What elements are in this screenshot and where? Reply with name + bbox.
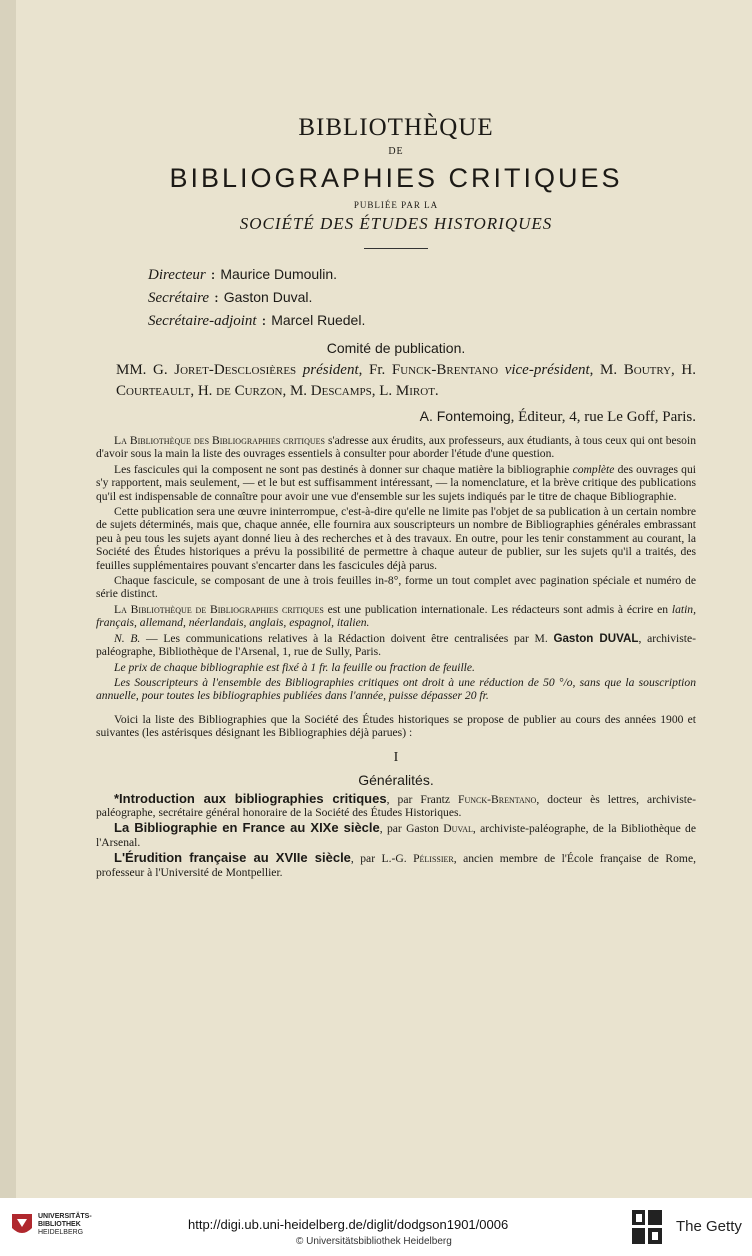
member-name: Funck-Brentano: [391, 362, 499, 378]
bibliography-entry: [96, 851, 696, 879]
publisher-name: A. Fontemoing: [419, 408, 511, 424]
published-by: PUBLIÉE PAR LA: [353, 200, 439, 210]
copyright-notice: © Universitätsbibliothek Heidelberg: [296, 1236, 452, 1247]
member-name: Joret-Desclosières: [174, 362, 297, 378]
member-role: vice-président: [504, 362, 590, 378]
inline-italic: complète: [572, 462, 615, 476]
section-title: Généralités.: [358, 771, 434, 788]
publisher-address: , Éditeur, 4, rue Le Goff, Paris.: [510, 409, 696, 425]
paragraph: Le prix de chaque bibliographie est fixé à 1 fr. la feuille ou fraction de feuille.: [114, 660, 475, 674]
paragraph: [96, 434, 696, 461]
comite-members: [116, 360, 696, 402]
divider: [364, 248, 428, 249]
heidelberg-seal-icon: [10, 1212, 34, 1238]
staff-directeur: [148, 263, 696, 286]
staff-role: Directeur: [148, 267, 206, 283]
inline-italic: latin, français, allemand, néerlandais, anglais, espagnol, italien.: [96, 602, 696, 630]
document-sheet: [96, 100, 696, 881]
entry-sep: , par L.-G.: [350, 852, 414, 866]
entry-author: Funck-Brentano: [458, 792, 537, 806]
inline-text: Les fascicules qui la composent ne sont pas destinés à donner sur chaque matière la bibliographie: [114, 462, 573, 476]
bibliography-entry: [96, 792, 696, 820]
university-library-name: [38, 1213, 92, 1237]
uni-name-line: UNIVERSITÄTS-: [38, 1213, 92, 1220]
staff-secretaire-adjoint: [148, 309, 696, 332]
staff-sep: :: [256, 311, 272, 329]
staff-sep: :: [205, 265, 221, 283]
entry-title: L'Érudition française au XVIIe siècle: [114, 850, 351, 866]
member-role: président: [302, 362, 359, 378]
getty-name: The Getty: [676, 1218, 742, 1235]
uni-name-line: HEIDELBERG: [38, 1229, 84, 1236]
staff-name: Marcel Ruedel.: [271, 312, 366, 328]
staff-secretaire: [148, 286, 696, 309]
bibliography-entry: [96, 821, 696, 849]
entry-author: Duval: [443, 822, 473, 836]
inline-sc: La Bibliothèque des Bibliographies critiques: [114, 434, 325, 447]
uni-name-line: BIBLIOTHEK: [38, 1221, 81, 1228]
entry-title: *Introduction aux bibliographies critiques: [114, 790, 387, 806]
title-bibliographies-critiques: BIBLIOGRAPHIES CRITIQUES: [169, 163, 623, 193]
entry-detail: , docteur ès lettres, archiviste-paléographe, secrétaire général honoraire de la Société des Études Historiques.: [96, 792, 696, 819]
entry-detail: , archiviste-paléographe, de la Bibliothèque de l'Arsenal.: [96, 822, 697, 849]
footer-bar: [0, 1198, 752, 1256]
publisher-line: [96, 408, 696, 426]
body-text: [96, 434, 696, 740]
paragraph: Chaque fascicule, se composant de une à trois feuilles in-8°, forme un tout complet avec pagination spéciale et numéro de série distinct.: [96, 574, 696, 601]
staff-role: Secrétaire: [148, 290, 210, 306]
members-sep: , Fr.: [358, 362, 392, 378]
entry-sep: , par Gaston: [379, 822, 444, 836]
comite-title: Comité de publication.: [326, 340, 466, 356]
inline-text: est une publication internationale. Les rédacteurs sont admis à écrire en: [323, 602, 672, 616]
inline-sc: La Bibliothèque de Bibliographies critiques: [114, 602, 324, 616]
permalink-url[interactable]: http://digi.ub.uni-heidelberg.de/diglit/dodgson1901/0006: [188, 1217, 509, 1232]
staff-role: Secrétaire-adjoint: [148, 313, 257, 329]
title-de: DE: [388, 146, 404, 157]
paragraph: Les Souscripteurs à l'ensemble des Bibliographies critiques ont droit à une réduction de 50 °/o, sans que la souscription annuelle, pour toutes les bibliographies publiées dans l'année, puisse dépasser 20 fr.: [96, 675, 696, 703]
entry-detail: , ancien membre de l'École française de Rome, professeur à l'Université de Montpellier.: [96, 852, 696, 879]
page-edge: [0, 0, 16, 1198]
paragraph: Voici la liste des Bibliographies que la Société des Études historiques se propose de publier au cours des années 1900 et suivantes (les astérisques désignant les Bibliographies déjà parues) :: [96, 712, 696, 740]
inline-text: s'adresse aux érudits, aux professeurs, aux étudiants, à tous ceux qui ont besoin d'avoir sous la main la liste des ouvrages essentiels à consulter pour aborder l'étude d'une question.: [96, 434, 696, 461]
society-name: SOCIÉTÉ DES ÉTUDES HISTORIQUES: [239, 214, 553, 233]
getty-logo-icon: [632, 1210, 662, 1244]
inline-italic: N. B.: [114, 631, 141, 645]
section-numeral: I: [393, 749, 399, 765]
entry-author: Pélissier: [413, 852, 454, 866]
staff-name: Gaston Duval.: [223, 289, 313, 305]
paragraph: Cette publication sera une œuvre ininterrompue, c'est-à-dire qu'elle ne limite pas l'objet de sa publication à un certain nombre de sujets déterminés, mais que, chaque année, elle fournira aux souscripteurs un nombre de Bibliographies générales embrassant peu à peu tous les sujets ayant donné lieu à des recherches et à des travaux. En outre, pour les tenir constamment au courant, la Société des Études historiques a prévu la possibilité de permettre à chaque auteur de publier, sur les sujets qu'il a traités, des feuilles supplémentaires pouvant s'encarter dans les fascicules déjà parus.: [96, 505, 696, 572]
inline-bold: Gaston DUVAL: [553, 631, 639, 645]
title-bibliotheque: BIBLIOTHÈQUE: [298, 114, 494, 141]
members-rest: , M. Boutry, H. Courteault, H. de Curzon, M. Descamps, L. Mirot.: [116, 362, 696, 399]
staff-name: Maurice Dumoulin.: [220, 266, 338, 282]
members-prefix: MM. G.: [116, 362, 175, 378]
entry-sep: , par Frantz: [386, 792, 459, 806]
entry-title: La Bibliographie en France au XIXe siècle: [114, 820, 380, 836]
inline-text: des ouvrages qui s'y rapportent, mais seulement, — et le but est suffisamment intéressant, — la nomenclature, et la brève critique des publications qu'il est indispensable de connaître pour avoir une vue d'ensemble sur les sujets indiqués par le titre de chaque Bibliographie.: [96, 462, 696, 503]
paragraph: [96, 463, 696, 503]
inline-text: , archiviste-paléographe, Bibliothèque de l'Arsenal, 1, rue de Sully, Paris.: [96, 631, 697, 659]
staff-list: [148, 263, 696, 332]
paragraph: [96, 632, 696, 659]
staff-sep: :: [209, 288, 224, 306]
paragraph: [96, 603, 696, 630]
inline-text: — Les communications relatives à la Rédaction doivent être centralisées par M.: [140, 631, 554, 645]
